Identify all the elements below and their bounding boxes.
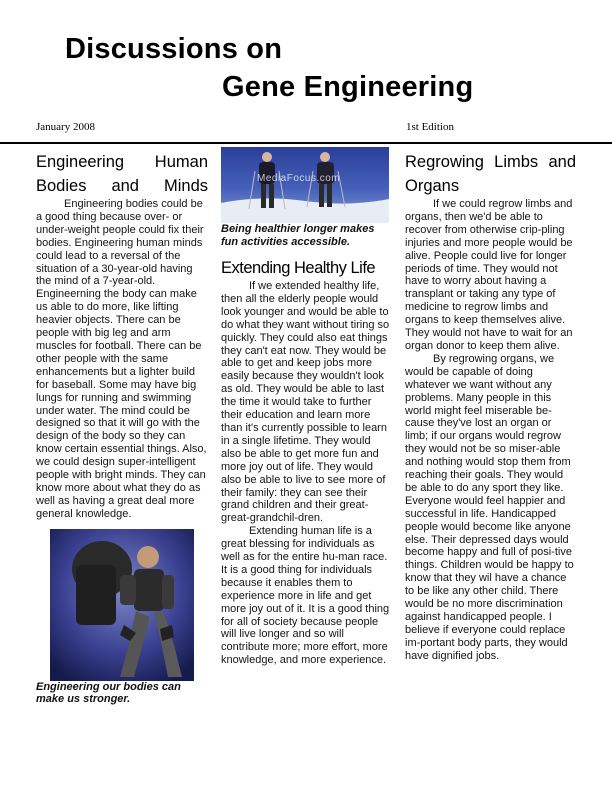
column-right [405,150,576,663]
title-line-2: Gene Engineering [222,71,474,103]
title-line-1: Discussions on [65,33,283,65]
heading-regrowing-limbs: Regrowing Limbs and Organs [405,153,576,195]
heading-extending-life: Extending Healthy Life [221,259,376,277]
edition-label: 1st Edition [406,121,454,133]
article-regrowing-p2: By regrowing organs, we would be capable of doing whatever we want without any problems. Many people in this world might feel miserable be-cause they've lost an organ or limb; if our organs would regrow they would not be so miser-able and nothing would stop them from reaching their goals. They would be able to do any sport they like. Everyone would feel happier and successful in life. Handicapped people would become like anyone else. Their depressed days would become happy and full of posi-tive things. Children would be happy to know that they wil have a chance to be like any other child. There would be no more discrimination against handicapped people. I believe if everyone could replace im-portant body parts, they would have dignified jobs. [405,352,574,662]
heading-engineering-bodies: Engineering Human Bodies and Minds [36,153,208,195]
caption-hikers: Being healthier longer makes fun activities accessible. [221,223,375,248]
column-middle [221,147,391,667]
article-regrowing-p1: If we could regrow limbs and organs, then we'd be able to recover from otherwise crip-pling injuries and more people would be alive. People could live for longer periods of time. They would not have to worry about having a transplant or taking any type of medicine to regrow limbs and organs to keep themselves alive. They would not have to wait for an organ donor to keep them alive. [405,198,573,352]
article-engineering-bodies: Engineering bodies could be a good thing because over- or under-weight people could fix their bodies. Engineering human minds could lead to a reversal of the situation of a 30-year-old having the mind of a 7-year-old. Engineerning the body can make us able to do more, like lifting heavier objects. There can be people with big leg and arm muscles for football. There can be other people with the same enhancements but a lighter build for baseball. Some may have big lungs for running and swimming under water. The mind could be designed so that it will go with the design of the body so they can know certain essential things. Also, we could design super-intelligent people with bright minds. They can know more about what they do as well as having a great deal more general knowledge. [36,198,207,520]
article-extending-life-p1: If we extended healthy life, then all the elderly people would look younger and would be able to do what they want without tiring so quickly. They could also eat things they can't eat now. They would be able to get and keep jobs more easily because they wouldn't look as old. They would be able to last the time it would take to further their education and learn more than it's currently possible to learn in a single lifetime. They would also be able to get more fun and more joy out of life. They would also be able to live to see more of their family: they can see their grand children and their great-great-grandchil-dren. [221,280,390,525]
photo-soldier-exoskeleton [50,529,194,681]
photo-watermark: MediaFocus.com [257,173,341,184]
caption-soldier: Engineering our bodies can make us stronger. [36,680,181,706]
soldier-image [50,529,194,681]
article-extending-life-p2: Extending human life is a great blessing for individuals as well as for the entire hu-man race. It is a good thing for individuals because it enables them to experience more in life and get more joy out of it. It is a good thing for all of society because people will live longer and so will contribute more; more effort, more knowledge, and more experience. [221,525,390,667]
issue-date: January 2008 [36,121,95,133]
header-rule [0,142,612,144]
photo-elderly-hikers [221,147,389,223]
column-left [36,150,208,706]
